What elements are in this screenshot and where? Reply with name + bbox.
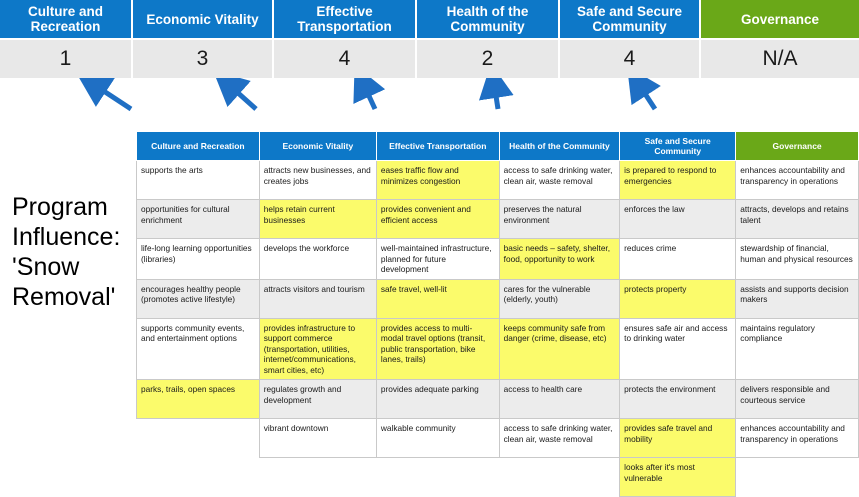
matrix-cell-r5-c0[interactable]: parks, trails, open spaces [137,380,260,419]
matrix-cell-r7-c4[interactable]: looks after it's most vulnerable [620,458,736,497]
matrix-cell-r7-c3 [499,458,620,497]
scorecard [0,0,859,78]
matrix-cell-r5-c2[interactable]: provides adequate parking [376,380,499,419]
matrix-header-safe-and-secure-community[interactable]: Safe and Secure Community [620,132,736,161]
arrow-up-left-icon-1 [93,84,131,109]
matrix-cell-r3-c2[interactable]: safe travel, well-lit [376,279,499,318]
table-row [137,161,859,200]
matrix-cell-r3-c4[interactable]: protects property [620,279,736,318]
matrix-cell-r6-c0 [137,419,260,458]
matrix-cell-r2-c5[interactable]: stewardship of financial, human and physical resources [736,239,859,280]
table-row [137,458,859,497]
matrix-cell-r7-c5 [736,458,859,497]
matrix-cell-r7-c0 [137,458,260,497]
matrix-cell-r0-c0[interactable]: supports the arts [137,161,260,200]
table-row [137,380,859,419]
matrix-cell-r3-c5[interactable]: assists and supports decision makers [736,279,859,318]
matrix-cell-r4-c4[interactable]: ensures safe air and access to drinking water [620,318,736,380]
program-influence-label [12,192,134,312]
matrix-cell-r0-c2[interactable]: eases traffic flow and minimizes congestion [376,161,499,200]
scorecard-value-effective-transportation: 4 [274,38,417,78]
arrow-group [0,78,859,136]
matrix-cell-r3-c0[interactable]: encourages healthy people (promotes active lifestyle) [137,279,260,318]
program-influence-line-1: Program [12,193,108,221]
matrix-cell-r6-c5[interactable]: enhances accountability and transparency in operations [736,419,859,458]
scorecard-header-safe-and-secure-community[interactable] [560,0,701,38]
scorecard-header-economic-vitality[interactable] [133,0,274,38]
table-row [137,318,859,380]
scorecard-header-governance[interactable] [701,0,859,38]
scorecard-header-row [0,0,859,38]
matrix-cell-r4-c2[interactable]: provides access to multi-modal travel options (transit, public transportation, bike lanes, trails) [376,318,499,380]
matrix-cell-r2-c0[interactable]: life-long learning opportunities (libraries) [137,239,260,280]
matrix-cell-r6-c3[interactable]: access to safe drinking water, clean air, waste removal [499,419,620,458]
matrix-header-culture-and-recreation[interactable]: Culture and Recreation [137,132,260,161]
matrix-header-row [137,132,859,161]
program-influence-line-3: 'Snow [12,253,80,281]
matrix-cell-r2-c4[interactable]: reduces crime [620,239,736,280]
matrix-cell-r0-c1[interactable]: attracts new businesses, and creates jobs [259,161,376,200]
table-row [137,279,859,318]
arrow-up-left-icon-3 [363,83,375,109]
matrix-cell-r5-c1[interactable]: regulates growth and development [259,380,376,419]
matrix-cell-r2-c3[interactable]: basic needs – safety, shelter, food, opportunity to work [499,239,620,280]
matrix-cell-r1-c3[interactable]: preserves the natural environment [499,200,620,239]
matrix-cell-r6-c2[interactable]: walkable community [376,419,499,458]
scorecard-value-economic-vitality: 3 [133,38,274,78]
matrix-cell-r3-c3[interactable]: cares for the vulnerable (elderly, youth) [499,279,620,318]
scorecard-header-label: Health of the Community [446,4,529,34]
scorecard-header-label: Governance [740,11,820,27]
matrix-cell-r5-c5[interactable]: delivers responsible and courteous service [736,380,859,419]
table-row [137,239,859,280]
matrix-cell-r5-c4[interactable]: protects the environment [620,380,736,419]
scorecard-header-effective-transportation[interactable] [274,0,417,38]
scorecard-value-culture-and-recreation: 1 [0,38,133,78]
scorecard-header-label: Safe and Secure Community [576,4,683,34]
scorecard-header-label: Economic Vitality [146,11,259,27]
matrix-cell-r0-c3[interactable]: access to safe drinking water, clean air, waste removal [499,161,620,200]
scorecard-value-safe-and-secure-community: 4 [560,38,701,78]
matrix-header-governance[interactable]: Governance [736,132,859,161]
scorecard-value-row [0,38,859,78]
matrix-cell-r4-c5[interactable]: maintains regulatory compliance [736,318,859,380]
matrix-cell-r0-c5[interactable]: enhances accountability and transparency in operations [736,161,859,200]
matrix-cell-r1-c2[interactable]: provides convenient and efficient access [376,200,499,239]
scorecard-value-governance: N/A [701,38,859,78]
matrix-header-effective-transportation[interactable]: Effective Transportation [376,132,499,161]
matrix-cell-r4-c0[interactable]: supports community events, and entertainment options [137,318,260,380]
matrix-body [137,161,859,497]
scorecard-header-label: Culture and Recreation [27,4,103,34]
matrix-header-economic-vitality[interactable]: Economic Vitality [259,132,376,161]
matrix-cell-r6-c1[interactable]: vibrant downtown [259,419,376,458]
table-row [137,419,859,458]
program-influence-line-2: Influence: [12,223,121,251]
matrix-cell-r1-c1[interactable]: helps retain current businesses [259,200,376,239]
matrix-cell-r0-c4[interactable]: is prepared to respond to emergencies [620,161,736,200]
program-influence-line-4: Removal' [12,283,116,311]
matrix-header-health-of-the-community[interactable]: Health of the Community [499,132,620,161]
matrix-cell-r6-c4[interactable]: provides safe travel and mobility [620,419,736,458]
table-row [137,200,859,239]
matrix-cell-r4-c1[interactable]: provides infrastructure to support commerce (transportation, utilities, internet/communications, smart cities, etc) [259,318,376,380]
matrix-cell-r3-c1[interactable]: attracts visitors and tourism [259,279,376,318]
scorecard-value-health-of-the-community: 2 [417,38,560,78]
arrow-up-left-icon-4 [494,83,498,109]
influence-matrix-table [136,131,859,497]
scorecard-header-health-of-the-community[interactable] [417,0,560,38]
matrix-cell-r1-c5[interactable]: attracts, develops and retains talent [736,200,859,239]
matrix-cell-r7-c2 [376,458,499,497]
matrix-cell-r2-c2[interactable]: well-maintained infrastructure, planned for future development [376,239,499,280]
matrix-cell-r4-c3[interactable]: keeps community safe from danger (crime, disease, etc) [499,318,620,380]
matrix-cell-r1-c0[interactable]: opportunities for cultural enrichment [137,200,260,239]
scorecard-header-label: Effective Transportation [297,4,392,34]
matrix-cell-r2-c1[interactable]: develops the workforce [259,239,376,280]
matrix-cell-r7-c1 [259,458,376,497]
matrix-cell-r5-c3[interactable]: access to health care [499,380,620,419]
arrow-up-left-icon-5 [638,83,655,109]
arrow-up-left-icon-2 [228,84,256,109]
matrix-cell-r1-c4[interactable]: enforces the law [620,200,736,239]
scorecard-header-culture-and-recreation[interactable] [0,0,133,38]
